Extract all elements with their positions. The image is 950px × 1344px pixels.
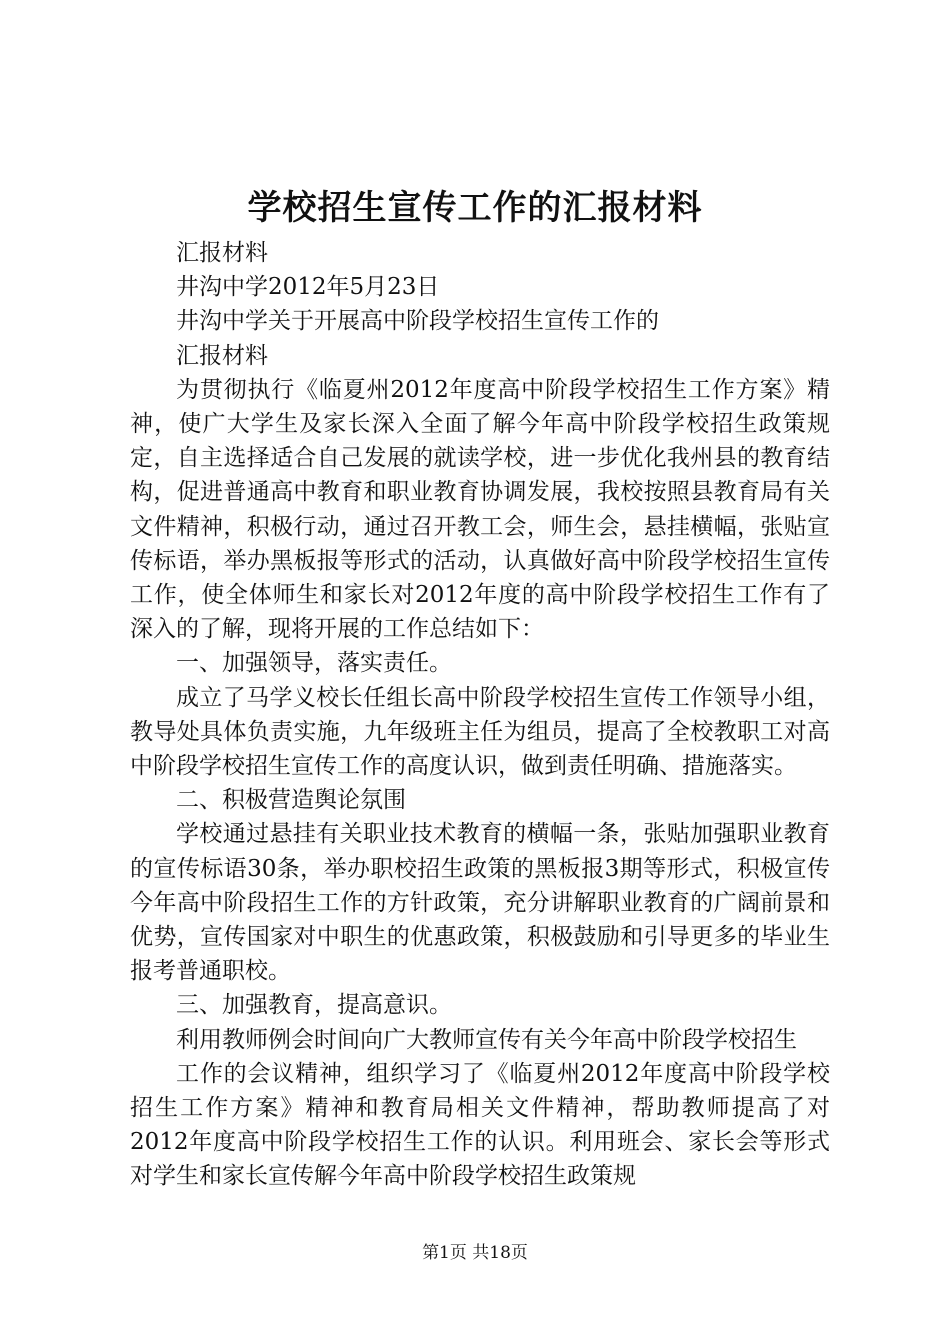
page-footer: 第1页 共18页 bbox=[422, 1243, 528, 1263]
header-line: 汇报材料 bbox=[176, 240, 268, 266]
header-line: 井沟中学2012年5月23日 bbox=[176, 274, 440, 301]
header-line: 井沟中学关于开展高中阶段学校招生宣传工作的 bbox=[176, 308, 659, 335]
section-heading: 一、加强领导，落实责任。 bbox=[176, 650, 452, 677]
paragraph: 成立了马学义校长任组长高中阶段学校招生宣传工作领导小组，教导处具体负责实施，九年级班主任为组员，提高了全校教职工对高中阶段学校招生宣传工作的高度认识，做到责任明确、措施落实。 bbox=[130, 684, 830, 780]
section-heading: 二、积极营造舆论氛围 bbox=[176, 787, 406, 814]
document-body bbox=[130, 236, 830, 1194]
header-line: 汇报材料 bbox=[176, 342, 268, 369]
document-title: 学校招生宣传工作的汇报材料 bbox=[247, 188, 703, 228]
paragraph: 学校通过悬挂有关职业技术教育的横幅一条，张贴加强职业教育的宣传标语30条，举办职校招生政策的黑板报3期等形式，积极宣传今年高中阶段招生工作的方针政策，充分讲解职业教育的广阔前景和优势，宣传国家对中职生的优惠政策，积极鼓励和引导更多的毕业生报考普通职校。 bbox=[130, 821, 830, 985]
section-heading: 三、加强教育，提高意识。 bbox=[176, 992, 452, 1019]
paragraph: 利用教师例会时间向广大教师宣传有关今年高中阶段学校招生 bbox=[176, 1026, 797, 1053]
paragraph: 工作的会议精神，组织学习了《临夏州2012年度高中阶段学校招生工作方案》精神和教育局相关文件精神，帮助教师提高了对2012年度高中阶段学校招生工作的认识。利用班会、家长会等形式对学生和家长宣传解今年高中阶段学校招生政策规 bbox=[130, 1060, 830, 1190]
paragraph: 为贯彻执行《临夏州2012年度高中阶段学校招生工作方案》精神，使广大学生及家长深入全面了解今年高中阶段学校招生政策规定，自主选择适合自己发展的就读学校，进一步优化我州县的教育结构，促进普通高中教育和职业教育协调发展，我校按照县教育局有关文件精神，积极行动，通过召开教工会，师生会，悬挂横幅，张贴宣传标语，举办黑板报等形式的活动，认真做好高中阶段学校招生宣传工作，使全体师生和家长对2012年度的高中阶段学校招生工作有了深入的了解，现将开展的工作总结如下： bbox=[130, 376, 830, 643]
